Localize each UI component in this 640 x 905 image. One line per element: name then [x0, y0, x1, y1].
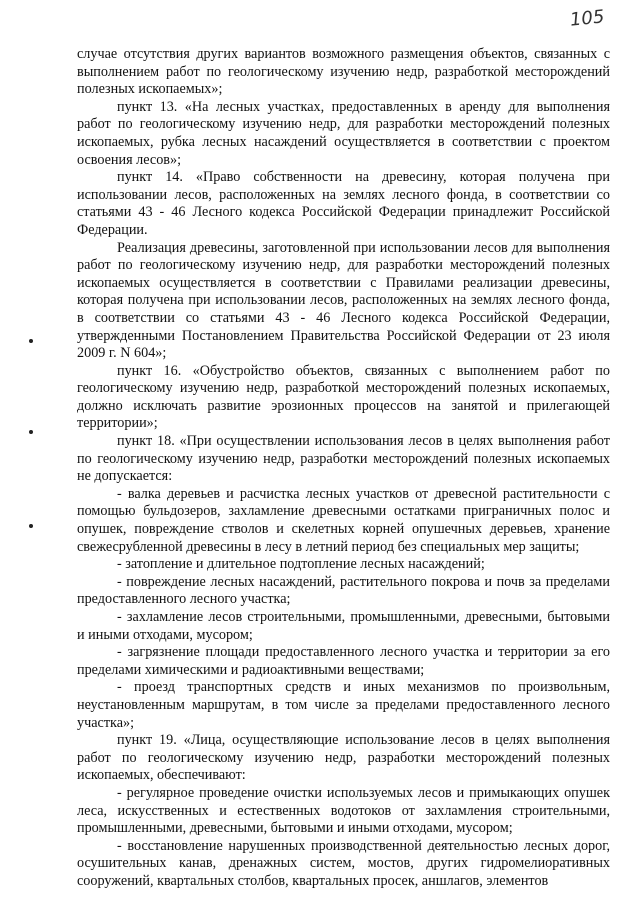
list-item: - повреждение лесных насаждений, растительного покрова и почв за пределами предоставленного лесного участка; [77, 573, 610, 608]
list-item: - регулярное проведение очистки используемых лесов и примыкающих опушек леса, искусственных и естественных водотоков от захламления строительными, промышленными, древесными, бытовыми и иными отходами, мусором; [77, 784, 610, 837]
paragraph: пункт 19. «Лица, осуществляющие использование лесов в целях выполнения работ по геологическому изучению недр, разработки месторождений полезных ископаемых, обеспечивают: [77, 732, 610, 784]
list-item: - проезд транспортных средств и иных механизмов по произвольным, неустановленным маршрутам, в том числе за пределами предоставленного лесного участка»; [77, 679, 610, 731]
binding-hole-mark [29, 339, 33, 343]
handwritten-page-number: 105 [568, 6, 606, 31]
list-item: - восстановление нарушенных производственной деятельностью лесных дорог, осушительных канав, дренажных систем, мостов, других гидромелиоративных сооружений, квартальных столбов, квартальных просек, аншлагов, элементов [77, 837, 610, 889]
list-item: - затопление и длительное подтопление лесных насаждений; [117, 556, 485, 573]
binding-hole-mark [29, 430, 33, 434]
paragraph: пункт 14. «Право собственности на древесину, которая получена при использовании лесов, расположенных на землях лесного фонда, в соответствии со статьями 43 - 46 Лесного кодекса Российской Федерации принадлежит Российской Федерации. [77, 169, 610, 238]
paragraph: случае отсутствия других вариантов возможного размещения объектов, связанных с выполнением работ по геологическому изучению недр, разработкой месторождений полезных ископаемых»; [77, 46, 610, 98]
paragraph: пункт 18. «При осуществлении использования лесов в целях выполнения работ по геологическому изучению недр, разработки месторождений полезных ископаемых не допускается: [77, 433, 610, 485]
list-item: - валка деревьев и расчистка лесных участков от древесной растительности с помощью бульдозеров, захламление древесными остатками приграничных полос и опушек, повреждение стволов и скелетных корней опушечных деревьев, хранение свежесрубленной древесины в лесу в летний период без специальных мер защиты; [77, 485, 610, 555]
list-item: - загрязнение площади предоставленного лесного участка и территории за его пределами химическими и радиоактивными веществами; [77, 644, 610, 678]
list-item: - захламление лесов строительными, промышленными, древесными, бытовыми и иными отходами, мусором; [77, 609, 610, 643]
paragraph: пункт 16. «Обустройство объектов, связанных с выполнением работ по геологическому изучению недр, разработкой месторождений полезных ископаемых, должно исключать развитие эрозионных процессов на занятой и прилегающей территории»; [77, 362, 610, 432]
document-body [77, 46, 610, 891]
paragraph: пункт 13. «На лесных участках, предоставленных в аренду для выполнения работ по геологическому изучению недр, для разработки месторождений полезных ископаемых, рубка лесных насаждений осуществляется в соответствии с проектом освоения лесов»; [77, 98, 610, 168]
paragraph: Реализация древесины, заготовленной при использовании лесов для выполнения работ по геологическому изучению недр, для разработки месторождений полезных ископаемых осуществляется в соответствии с Правилами реализации древесины, которая получена при использовании лесов, расположенных на землях лесного фонда, в соответствии со статьями 43 - 46 Лесного кодекса Российской Федерации, утвержденными Постановлением Правительства Российской Федерации от 23 июля 2009 г. N 604»; [77, 239, 610, 362]
binding-hole-mark [29, 524, 33, 528]
